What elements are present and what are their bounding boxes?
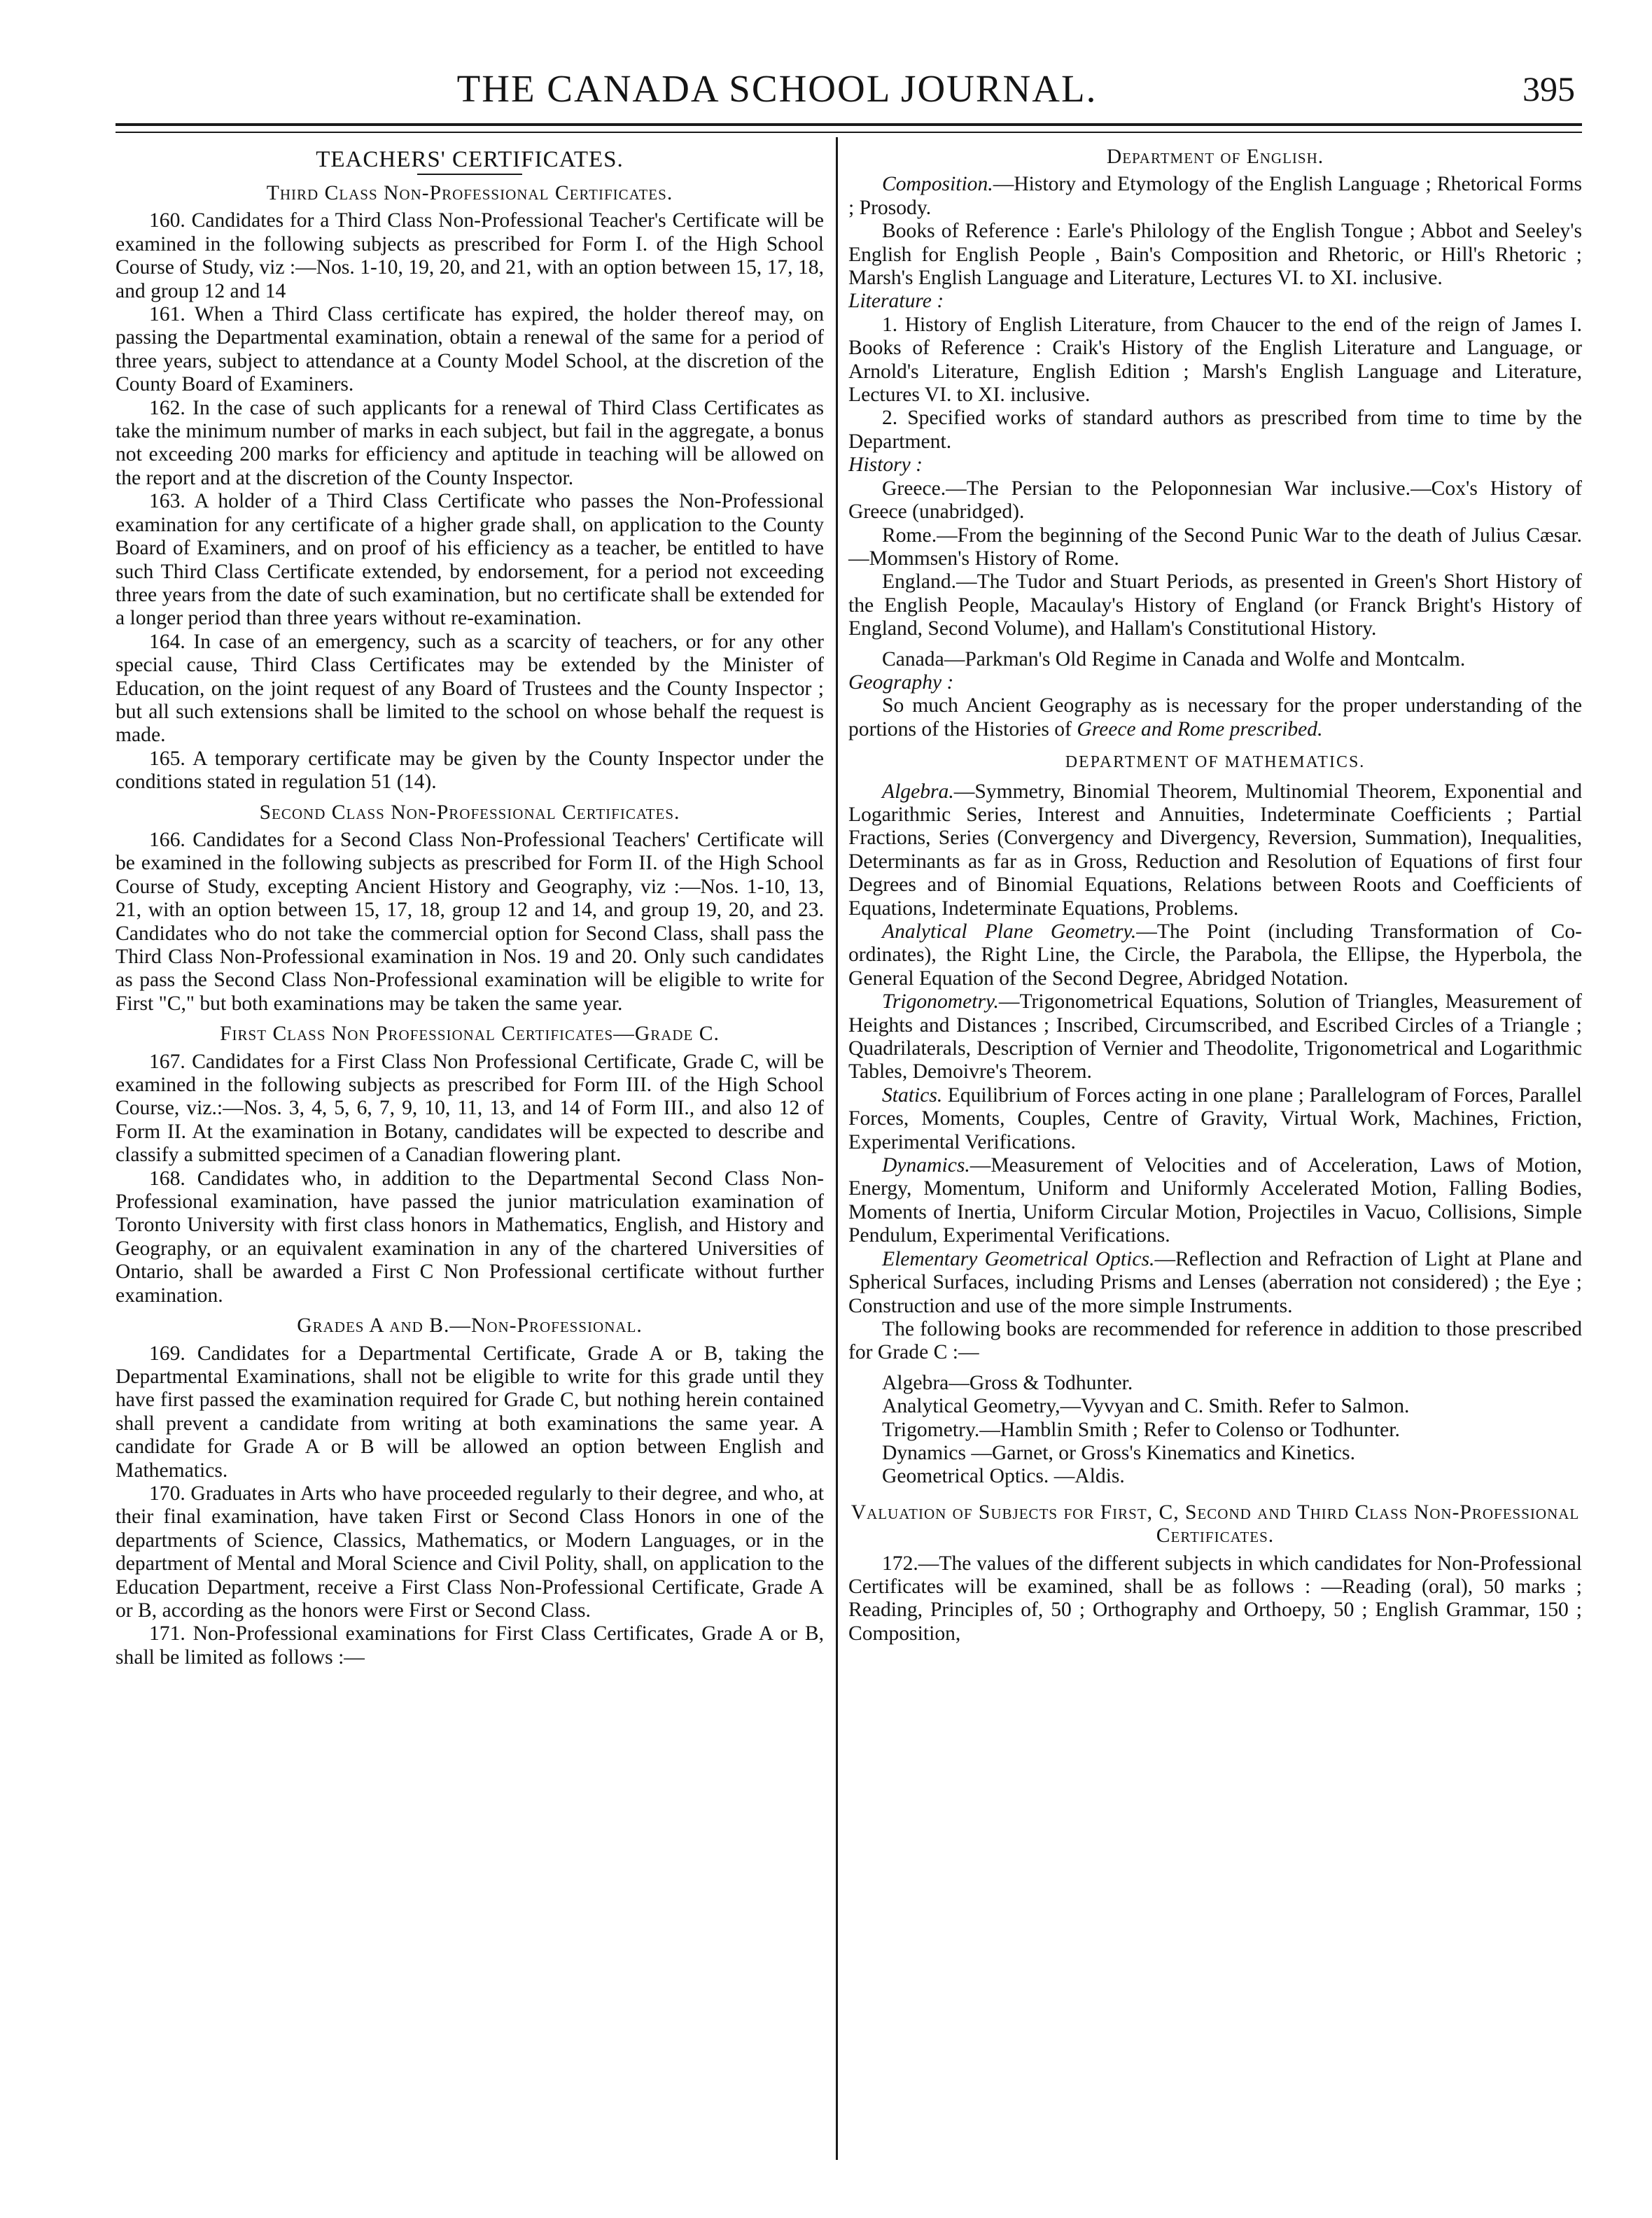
literature-item-1: 1. History of English Literature, from Chaucer to the end of the reign of James I. Books of Reference : Craik's History of the English Literature and Language, or Arnold's Literature, English Edition ; Marsh's English Language and Literature, Lectures VI. to XI. inclusive. bbox=[848, 313, 1582, 407]
dynamics-text: —Measurement of Velocities and of Acceleration, Laws of Motion, Energy, Momentum, Uniform and Uniformly Accelerated Motion, Falling Bodies, Moments of Inertia, Uniform Circular Motion, Projectiles in Vacuo, Collisions, Simple Pendulum, Experimental Verifications. bbox=[848, 1154, 1582, 1247]
algebra-text: —Symmetry, Binomial Theorem, Multinomial Theorem, Exponential and Logarithmic Series, Interest and Annuities, Indeterminate Coefficients ; Partial Fractions, Series (Convergency and Divergency, Reversion, Summation), Inequalities, Determinants as far as in Gross, Reduction and Resolution of Equations of first four Degrees and of Binomial Equations, Relations between Roots and Coefficients of Equations, Indeterminate Equations, Problems. bbox=[848, 780, 1582, 920]
trigonometry-label: Trigonometry. bbox=[882, 990, 999, 1013]
column-divider bbox=[836, 137, 838, 2160]
header-rule-thin bbox=[115, 132, 1582, 133]
composition-label: Composition. bbox=[882, 173, 993, 196]
dynamics-entry bbox=[848, 1154, 1582, 1248]
header-rule-thick bbox=[115, 123, 1582, 126]
analytical-text: —The Point (including Transformation of Co-ordinates), the Right Line, the Circle, the Parabola, the Ellipse, the Hyperbola, the General Equation of the Second Degree, Abridged Notation. bbox=[848, 920, 1582, 990]
page-header bbox=[0, 64, 1652, 113]
statics-label: Statics. bbox=[882, 1083, 943, 1107]
composition-books: Books of Reference : Earle's Philology of the English Tongue ; Abbot and Seeley's English for English People , Bain's Composition and Rhetoric, or Hill's Rhetoric ; Marsh's English Language and Literature, Lectures VI. to XI. inclusive. bbox=[848, 220, 1582, 290]
literature-label: Literature : bbox=[848, 290, 944, 313]
regulation-169: 169. Candidates for a Departmental Certificate, Grade A or B, taking the Departmental Examinations, shall not be eligible to write for this grade until they have first passed the examination required for Grade C, but nothing herein contained shall prevent a candidate from writing at both examinations the same year. A candidate for Grade A or B will be allowed an option between English and Mathematics. bbox=[115, 1342, 824, 1482]
subheading-third-class: Third Class Non-Professional Certificates. bbox=[266, 182, 673, 204]
heading-rule bbox=[417, 174, 522, 175]
regulation-162: 162. In the case of such applicants for a renewal of Third Class Certificates as take the minimum number of marks in each subject, but fail in the aggregate, a bonus not exceeding 200 marks for efficiency and aptitude in teaching will be allowed on the report and at the discretion of the County Inspector. bbox=[115, 396, 824, 489]
trigonometry-text: —Trigonometrical Equations, Solution of Triangles, Measurement of Heights and Distances ; Inscribed, Circumscribed, and Escribed Circles of a Triangle ; Quadrilaterals, Description of Vernier and Theodolite, Trigonometrical and Logarithmic Tables, Demoivre's Theorem. bbox=[848, 990, 1582, 1083]
book-dynamics: Dynamics —Garnet, or Gross's Kinematics and Kinetics. bbox=[882, 1441, 1355, 1464]
statics-entry bbox=[848, 1084, 1582, 1154]
history-label: History : bbox=[848, 454, 923, 477]
trigonometry-entry bbox=[848, 990, 1582, 1084]
composition-text: —History and Etymology of the English Language ; Rhetorical Forms ; Prosody. bbox=[848, 173, 1582, 219]
history-rome: Rome.—From the beginning of the Second Punic War to the death of Julius Cæsar.—Mommsen's History of Rome. bbox=[848, 524, 1582, 570]
optics-text: —Reflection and Refraction of Light at Plane and Spherical Surfaces, including Prisms and Lenses (aberration not considered) ; the Eye ; Construction and use of the more simple Instruments. bbox=[848, 1247, 1583, 1317]
reference-book-list bbox=[848, 1372, 1582, 1489]
algebra-label: Algebra. bbox=[882, 780, 954, 803]
section-heading-teachers-certificates: TEACHERS' CERTIFICATES. bbox=[316, 147, 624, 172]
journal-title: THE CANADA SCHOOL JOURNAL. bbox=[456, 67, 1098, 110]
history-greece: Greece.—The Persian to the Peloponnesian War inclusive.—Cox's History of Greece (unabridged). bbox=[848, 477, 1582, 524]
analytical-label: Analytical Plane Geometry. bbox=[882, 920, 1137, 943]
optics-label: Elementary Geometrical Optics. bbox=[882, 1247, 1155, 1270]
literature-item-2: 2. Specified works of standard authors as prescribed from time to time by the Department. bbox=[848, 407, 1582, 453]
geography-italic: Greece and Rome prescribed. bbox=[1077, 717, 1323, 740]
right-column bbox=[848, 146, 1582, 1645]
subheading-second-class: Second Class Non-Professional Certificates. bbox=[259, 801, 680, 824]
analytical-entry bbox=[848, 920, 1582, 990]
regulation-166: 166. Candidates for a Second Class Non-Professional Teachers' Certificate will be examined in the following subjects as prescribed for Form II. of the High School Course of Study, excepting Ancient History and Geography, viz :—Nos. 1-10, 13, 21, with an option between 15, 17, 18, group 12 and 14, and group 19, 20, and 23. Candidates who do not take the commercial option for Second Class, shall pass the Third Class Non-Professional examination in Nos. 19 and 20. Only such candidates as pass the Second Class Non-Professional examination will be eligible to write for First "C," but both examinations may be taken the same year. bbox=[115, 828, 824, 1015]
book-trigonometry: Trigometry.—Hamblin Smith ; Refer to Colenso or Todhunter. bbox=[882, 1418, 1400, 1441]
history-canada: Canada—Parkman's Old Regime in Canada and Wolfe and Montcalm. bbox=[882, 647, 1466, 671]
geography-text: So much Ancient Geography as is necessary for the proper understanding of the portions of the Histories of bbox=[848, 694, 1582, 740]
statics-text: Equilibrium of Forces acting in one plane ; Parallelogram of Forces, Parallel Forces, Moments, Couples, Centre of Gravity, Virtual Work, Machines, Friction, Experimental Verifications. bbox=[848, 1083, 1582, 1153]
heading-department-english: Department of English. bbox=[1106, 146, 1324, 168]
regulation-165: 165. A temporary certificate may be given by the County Inspector under the conditions stated in regulation 51 (14). bbox=[115, 747, 824, 794]
geography-entry bbox=[848, 694, 1582, 741]
geography-label: Geography : bbox=[848, 671, 954, 694]
dynamics-label: Dynamics. bbox=[882, 1154, 970, 1177]
heading-valuation: Valuation of Subjects for First, C, Second and Third Class Non-Professional Certificates. bbox=[850, 1501, 1580, 1547]
heading-department-mathematics: DEPARTMENT OF MATHEMATICS. bbox=[1065, 753, 1366, 772]
optics-entry bbox=[848, 1248, 1582, 1318]
book-algebra: Algebra—Gross & Todhunter. bbox=[882, 1371, 1133, 1394]
regulation-164: 164. In case of an emergency, such as a scarcity of teachers, or for any other special cause, Third Class Certificates may be extended by the Minister of Education, on the joint request of any Board of Trustees and the County Inspector ; but all such extensions shall be limited to the school on whose behalf the request is made. bbox=[115, 630, 824, 747]
book-analytical: Analytical Geometry,—Vyvyan and C. Smith. Refer to Salmon. bbox=[882, 1395, 1410, 1418]
book-optics: Geometrical Optics. —Aldis. bbox=[882, 1465, 1125, 1488]
regulation-170: 170. Graduates in Arts who have proceeded regularly to their degree, and who, at their final examination, have taken First or Second Class Honors in one of the departments of Science, Classics, Mathematics, or Modern Languages, or in the department of Mental and Moral Science and Civil Polity, shall, on application to the Education Department, receive a First Class Non-Professional Certificate, Grade A or B, according as the honors were First or Second Class. bbox=[115, 1482, 824, 1622]
regulation-168: 168. Candidates who, in addition to the Departmental Second Class Non-Professional examination, have passed the junior matriculation examination of Toronto University with first class honors in Mathematics, English, and History and Geography, or an equivalent examination in any of the chartered Universities of Ontario, shall be awarded a First C Non Professional certificate without further examination. bbox=[115, 1167, 824, 1307]
left-column bbox=[115, 146, 824, 1669]
subheading-grades-a-b: Grades A and B.—Non-Professional. bbox=[297, 1314, 643, 1338]
regulation-163: 163. A holder of a Third Class Certificate who passes the Non-Professional examination for any certificate of a higher grade shall, on application to the County Board of Examiners, and on proof of his efficiency as a teacher, be entitled to have such Third Class Certificate extended, by endorsement, for a period not exceeding three years from the date of such examination, but no certificate shall be extended for a longer period than three years without re-examination. bbox=[115, 490, 824, 630]
algebra-entry bbox=[848, 780, 1582, 920]
regulation-172: 172.—The values of the different subjects in which candidates for Non-Professional Certificates will be examined, shall be as follows : —Reading (oral), 50 marks ; Reading, Principles of, 50 ; Orthography and Orthoepy, 50 ; English Grammar, 150 ; Composition, bbox=[848, 1552, 1582, 1645]
page-number: 395 bbox=[1522, 69, 1575, 108]
subheading-first-class-grade-c: First Class Non Professional Certificates—Grade C. bbox=[220, 1023, 720, 1046]
regulation-160: 160. Candidates for a Third Class Non-Professional Teacher's Certificate will be examined in the following subjects as prescribed for Form I. of the High School Course of Study, viz :—Nos. 1-10, 19, 20, and 21, with an option between 15, 17, 18, and group 12 and 14 bbox=[115, 209, 824, 302]
regulation-161: 161. When a Third Class certificate has expired, the holder thereof may, on passing the Departmental examination, obtain a renewal of the same for a period of three years, subject to attendance at a County Model School, at the discretion of the County Board of Examiners. bbox=[115, 303, 824, 396]
reference-intro: The following books are recommended for reference in addition to those prescribed for Grade C :— bbox=[848, 1317, 1582, 1364]
regulation-171: 171. Non-Professional examinations for First Class Certificates, Grade A or B, shall be limited as follows :— bbox=[115, 1622, 824, 1669]
history-england: England.—The Tudor and Stuart Periods, as presented in Green's Short History of the English People, Macaulay's History of England (or Franck Bright's History of England, Second Volume), and Hallam's Constitutional History. bbox=[848, 570, 1582, 640]
regulation-167: 167. Candidates for a First Class Non Professional Certificate, Grade C, will be examined in the following subjects as prescribed for Form III. of the High School Course, viz.:—Nos. 3, 4, 5, 6, 7, 9, 10, 11, 13, and 14 of Form III., and also 12 of Form II. At the examination in Botany, candidates will be expected to describe and classify a submitted specimen of a Canadian flowering plant. bbox=[115, 1050, 824, 1167]
composition-entry bbox=[848, 173, 1582, 220]
